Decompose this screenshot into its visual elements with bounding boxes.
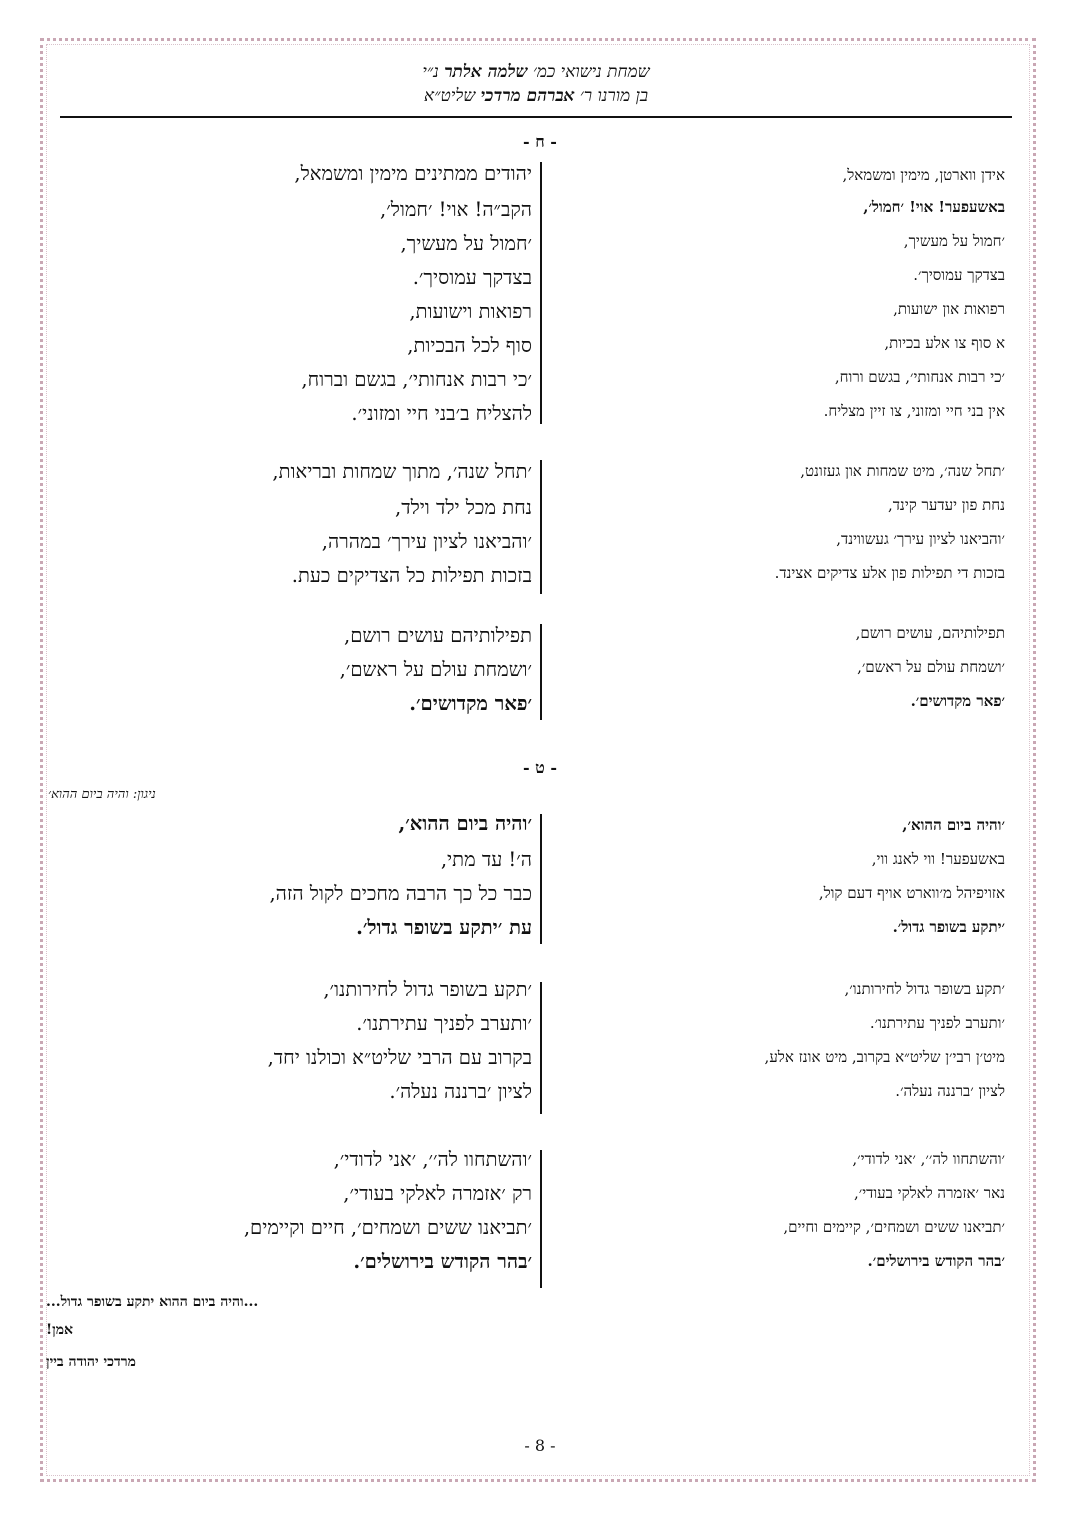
verse-line: ׳והביאנו לציון עירך׳ במהרה,	[321, 530, 532, 553]
verse-line: ׳ותערב לפניך עתירתנו׳.	[356, 1012, 532, 1035]
verse-line: ה׳! עד מתי,	[440, 848, 532, 871]
verse-line: ׳ושמחת עולם על ראשם׳,	[857, 658, 1005, 676]
column-divider-6	[540, 1150, 542, 1288]
verse-line: נחת מכל ילד וילד,	[395, 496, 532, 519]
verse-line: סוף לכל הבכיות,	[407, 334, 532, 357]
verse-line: בזכות די תפילות פון אלע צדיקים אצינד.	[774, 564, 1005, 582]
verse-line: ׳והשתחוו לה׳׳, ׳אני לדודי׳,	[852, 1150, 1005, 1168]
verse-line: לציון ׳ברננה נעלה׳.	[389, 1080, 532, 1103]
column-divider-5	[540, 982, 542, 1114]
verse-line: ׳תביאנו ששים ושמחים׳, קיימים וחיים,	[783, 1218, 1005, 1236]
verse-line: באשעפער! ווי לאנג ווי,	[871, 850, 1005, 868]
verse-line: ׳בהר הקודש בירושלים׳.	[867, 1252, 1005, 1270]
page-header	[60, 60, 1012, 118]
verse-line: תפילותיהם, עושים רושם,	[855, 624, 1005, 642]
column-divider-4	[540, 814, 542, 944]
verse-line: אין בני חיי ומזוני, צו זיין מצליח.	[823, 402, 1005, 420]
verse-line: בצדקך עמוסיך׳.	[412, 266, 532, 289]
verse-line: כבר כל כך הרבה מחכים לקול הזה,	[269, 882, 532, 905]
page-number: - 8 -	[524, 1436, 556, 1455]
verse-line: ׳תחל שנה׳, מתוך שמחות ובריאות,	[272, 460, 532, 483]
verse-line: אידן ווארטן, מימין ומשמאל,	[842, 166, 1005, 184]
verse-line: נחת פון יעדער קינד,	[887, 496, 1005, 514]
verse-line: באשעפער! אוי! ׳חמול׳,	[863, 198, 1005, 216]
verse-line: תפילותיהם עושים רושם,	[344, 624, 532, 647]
verse-line: ׳תקע בשופר גדול לחירותנו׳,	[323, 978, 532, 1001]
author-signature: מרדכי יהודה ביין	[46, 1354, 136, 1370]
verse-line: ׳ותערב לפניך עתירתנו׳.	[869, 1014, 1005, 1032]
section-heading-het: - ח -	[523, 132, 557, 151]
closing-amen: אמן!	[46, 1322, 74, 1338]
header-line-2: בן מורנו ר׳ אברהם מרדכי שליט״א	[423, 86, 649, 106]
verse-line: נאר ׳אזמרה לאלקי בעודי׳,	[853, 1184, 1005, 1202]
verse-line: הקב״ה! אוי! ׳חמול׳,	[380, 198, 532, 221]
verse-line: בצדקך עמוסיך׳.	[913, 266, 1005, 284]
verse-line: ׳חמול על מעשיך,	[400, 232, 532, 255]
verse-line: ׳והיה ביום ההוא׳,	[398, 812, 532, 835]
verse-line: בקרוב עם הרבי שליט״א וכולנו יחד,	[267, 1046, 532, 1069]
verse-line: ׳בהר הקודש בירושלים׳.	[353, 1250, 532, 1273]
verse-line: ׳כי רבות אנחותי׳, בגשם ורוח,	[834, 368, 1005, 386]
verse-line: ׳חמול על מעשיך,	[903, 232, 1005, 250]
verse-line: ׳והשתחוו לה׳׳, ׳אני לדודי׳,	[333, 1148, 532, 1171]
verse-line: רק ׳אזמרה לאלקי בעודי׳,	[343, 1182, 532, 1205]
verse-line: ׳פאר מקדושים׳.	[409, 692, 532, 715]
section-heading-tet: - ט -	[522, 758, 558, 777]
header-line-1: שמחת נישואי כמ׳ שלמה אלתר נ״י	[422, 62, 650, 82]
verse-line: עת ׳יתקע בשופר גדול׳.	[356, 916, 532, 939]
column-divider-1	[540, 162, 542, 424]
column-divider-3	[540, 624, 542, 720]
verse-line: ׳יתקע בשופר גדול׳.	[892, 918, 1005, 936]
verse-line: ׳תקע בשופר גדול לחירותנו׳,	[844, 980, 1005, 998]
verse-line: ׳פאר מקדושים׳.	[910, 692, 1005, 710]
tune-note: ניגון: והיה ביום ההוא׳	[48, 787, 156, 802]
verse-line: רפואות און ישועות,	[893, 300, 1005, 318]
verse-line: מיט׳ן רבי׳ן שליט״א בקרוב, מיט אונז אלע,	[764, 1048, 1005, 1066]
verse-line: בזכות תפילות כל הצדיקים כעת.	[291, 564, 532, 587]
verse-line: ׳והביאנו לציון עירך׳ געשווינד,	[836, 530, 1005, 548]
column-divider-2	[540, 460, 542, 594]
verse-line: אזויפיהל מ׳ווארט אויף דעם קול,	[818, 884, 1005, 902]
verse-line: רפואות וישועות,	[409, 300, 532, 323]
verse-line: ׳תביאנו ששים ושמחים׳, חיים וקיימים,	[243, 1216, 532, 1239]
verse-line: ׳ושמחת עולם על ראשם׳,	[339, 658, 532, 681]
verse-line: ׳תחל שנה׳, מיט שמחות און געזונט,	[800, 462, 1005, 480]
verse-line: יהודים ממתינים מימין ומשמאל,	[294, 162, 532, 185]
closing-line-1: ...והיה ביום ההוא יתקע בשופר גדול...	[46, 1294, 259, 1310]
verse-line: ׳והיה ביום ההוא׳,	[902, 816, 1005, 834]
verse-line: ׳כי רבות אנחותי׳, בגשם וברוח,	[301, 368, 532, 391]
verse-line: לציון ׳ברננה נעלה׳.	[895, 1082, 1005, 1100]
verse-line: א סוף צו אלע בכיות,	[884, 334, 1005, 352]
verse-line: להצליח ב׳בני חיי ומזוני׳.	[351, 402, 532, 425]
